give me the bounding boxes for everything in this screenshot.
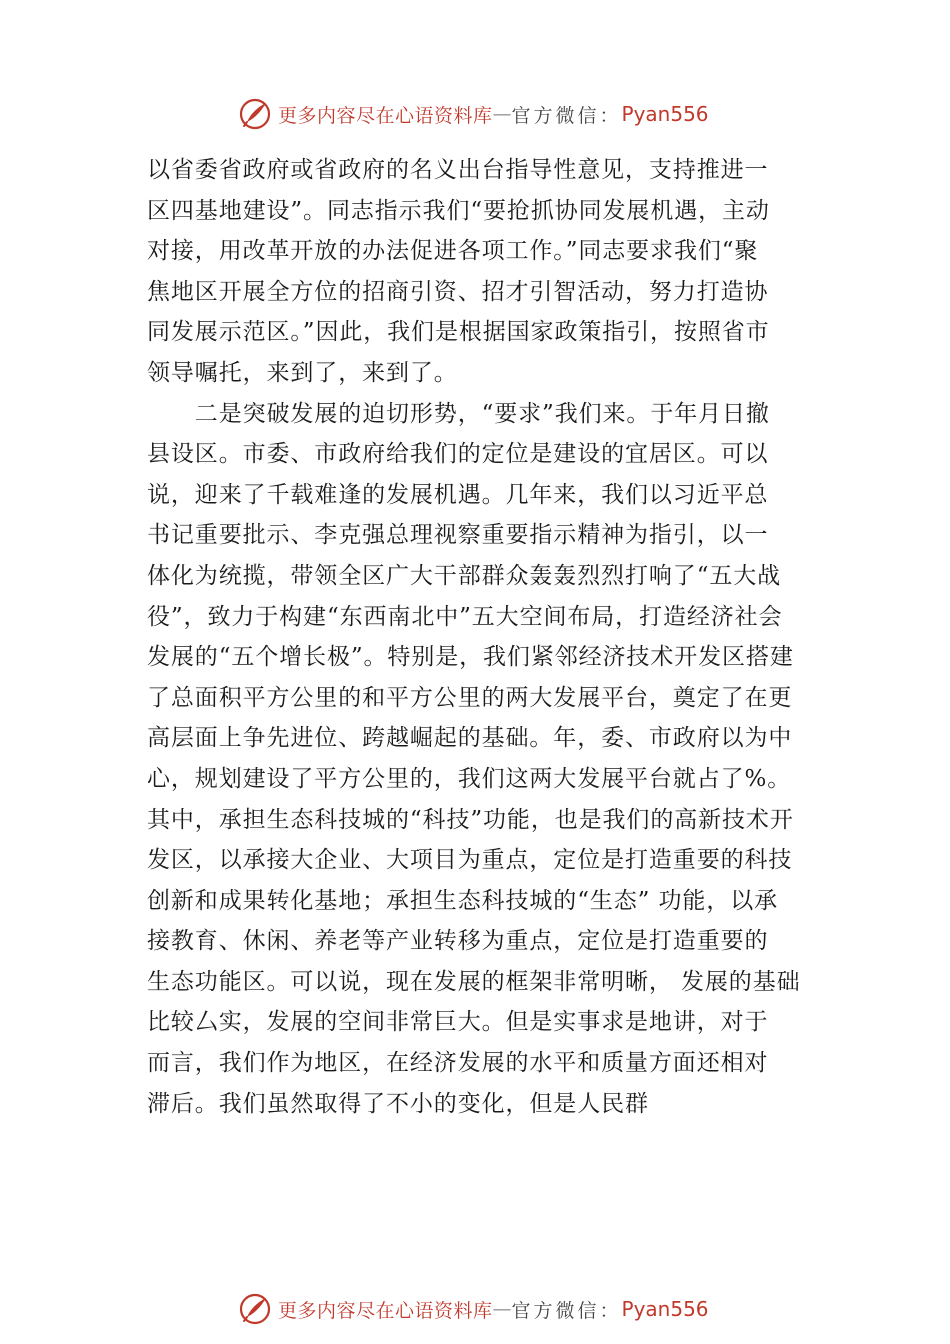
text-line: 而言，我们作为地区，在经济发展的水平和质量方面还相对 [147,1050,769,1077]
feather-pen-logo-icon [238,97,272,131]
watermark-separator: — [492,1298,512,1320]
text-line: 接教育、休闲、养老等产业转移为重点，定位是打造重要的 [147,928,769,955]
document-body [147,150,827,1124]
text-line: 区四基地建设”。同志指示我们“要抢抓协同发展机遇，主动 [147,197,770,224]
text-line: 体化为统揽，带领全区广大干部群众轰轰烈烈打响了“五大战 [147,562,782,589]
text-line: 役”，致力于构建“东西南北中”五大空间布局，打造经济社会 [147,603,783,630]
text-line: 了总面积平方公里的和平方公里的两大发展平台，奠定了在更 [147,684,793,711]
feather-pen-logo-icon [238,1292,272,1326]
text-line: 对接，用改革开放的办法促进各项工作。”同志要求我们“聚 [147,238,759,265]
text-line: 创新和成果转化基地；承担生态科技城的“生态” 功能，以承 [147,887,779,914]
watermark-title: 更多内容尽在心语资料库 [278,104,493,127]
text-line: 高层面上争先进位、跨越崛起的基础。年，委、市政府以为中 [147,725,793,752]
watermark-wechat-id: Pyan556 [621,102,709,126]
footer-watermark [238,1291,709,1327]
text-line: 发区，以承接大企业、大项目为重点，定位是打造重要的科技 [147,847,793,874]
text-line: 二是突破发展的迫切形势，“要求”我们来。于年月日撤 [147,400,770,427]
text-line: 比较厶实，发展的空间非常巨大。但是实事求是地讲，对于 [147,1009,769,1036]
text-line: 县设区。市委、市政府给我们的定位是建设的宜居区。可以 [147,441,769,468]
watermark-wechat-id: Pyan556 [621,1297,709,1321]
text-line: 同发展示范区。”因此，我们是根据国家政策指引，按照省市 [147,319,770,346]
text-line: 其中，承担生态科技城的“科技”功能，也是我们的高新技术开 [147,806,794,833]
text-line: 书记重要批示、李克强总理视察重要指示精神为指引，以一 [147,522,769,549]
text-line: 发展的“五个增长极”。特别是，我们紧邻经济技术开发区搭建 [147,644,794,671]
text-line: 滞后。我们虽然取得了不小的变化，但是人民群 [147,1090,649,1117]
watermark-separator: — [492,103,512,125]
watermark-label: 官方微信： [511,1299,622,1322]
text-line: 生态功能区。可以说，现在发展的框架非常明晰， 发展的基础 [147,968,801,995]
watermark-label: 官方微信： [511,104,622,127]
text-line: 焦地区开展全方位的招商引资、招才引智活动，努力打造协 [147,278,769,305]
text-line: 心，规划建设了平方公里的，我们这两大发展平台就占了%。 [147,765,792,792]
header-watermark [238,96,709,132]
watermark-title: 更多内容尽在心语资料库 [278,1299,493,1322]
text-line: 领导嘱托，来到了，来到了。 [147,359,458,386]
text-line: 以省委省政府或省政府的名义出台指导性意见，支持推进一 [147,157,769,183]
text-line: 说，迎来了千载难逢的发展机遇。几年来，我们以习近平总 [147,481,769,508]
